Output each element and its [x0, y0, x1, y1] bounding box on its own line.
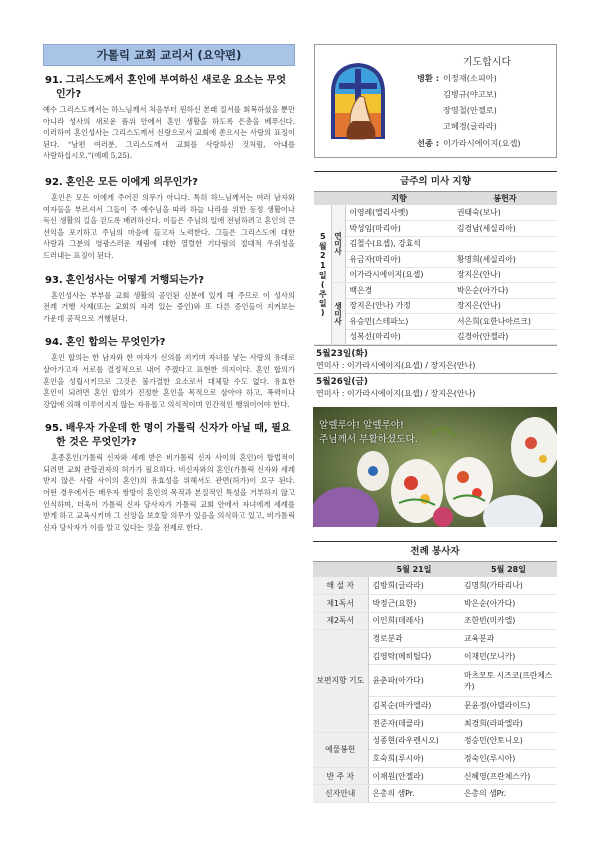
name-cell: 호숙희(루시아) — [368, 750, 460, 768]
name-cell: 전준자(데클라) — [368, 715, 460, 733]
answer-text: 혼종혼인(가톨릭 신자와 세례 받은 비가톨릭 신자 사이의 혼인)이 합법적이 되려면 교회 관할권자의 허가가 필요하다. 비신자와의 혼인(가톨릭 신자와 세례 받지 않은 사람 사이의 혼인)의 유효성을 위해서도 관면(허가)이 요구 된다. 어떤 경우에서든 배우자 쌍방이 혼인의 목적과 본질적인 특성을 거부하지 않고 인식하며, 더욱이 가톨릭 신자 당사자가 가톨릭 교회 안에서 자녀에게 세례를 받게 하고 교육시키며 그 신앙을 보호할 의무가 있음을 의식하고 있고, 비가톨릭 신자 당사자가 이를 알고 있다는 것을 전제로 한다. — [43, 453, 295, 532]
question-heading — [43, 74, 295, 102]
servers-title: 전례 봉사자 — [313, 541, 557, 562]
name-cell: 조한빈(미카엘) — [460, 612, 557, 630]
role-cell: 반 주 자 — [313, 767, 368, 785]
question-heading — [43, 422, 295, 450]
sick-label: 병환 : — [417, 73, 439, 83]
offerer-cell: 서은희(요한나아르크) — [453, 314, 557, 330]
role-cell: 해 설 자 — [313, 577, 368, 595]
intent-cell: 성복선(마리아) — [345, 329, 453, 345]
table-row — [314, 221, 557, 237]
offerer-cell: 박은순(아가다) — [453, 283, 557, 299]
name-cell: 성종현(라우렌시오) — [368, 732, 460, 750]
sick-row — [395, 89, 497, 100]
catechism-column — [43, 44, 295, 533]
name-cell: 은총의 샘Pr. — [368, 785, 460, 803]
table-row — [314, 283, 557, 299]
weekday-mass — [314, 373, 557, 401]
group-label: 생미사 — [331, 283, 345, 345]
answer-text: 예수 그리스도께서는 하느님께서 처음부터 원하신 본래 질서를 회복하셨을 뿐만 아니라 성사의 새로운 품위 안에서 혼인 생활을 하도록 은총을 베푸신다. 이러하여 혼인성사는 그리스도께서 신랑으로서 교회에 쏟으시는 사랑의 표징이 된다. “남편 여러분, 그리스도께서 교회를 사랑하신 것처럼, 아내를 사랑하십시오.”(에페 5,25). — [43, 105, 295, 161]
table-row — [314, 236, 557, 252]
name-cell: 정승민(안토니오) — [460, 732, 557, 750]
name-cell: 박정근(요한) — [368, 595, 460, 613]
offerer-cell: 장지은(안나) — [453, 298, 557, 314]
offerer-cell: 김경아(안젤라) — [453, 329, 557, 345]
table-row — [313, 767, 557, 785]
table-row — [313, 785, 557, 803]
caption-line: 알렐루야! 알렐루야! — [319, 420, 404, 431]
name-cell: 정숙인(루시아) — [460, 750, 557, 768]
table-row — [313, 612, 557, 630]
question-text: 혼인성사는 어떻게 거행되는가? — [65, 274, 205, 286]
offerer-cell: 권태숙(보나) — [453, 205, 557, 221]
question-text: 혼인은 모든 이에게 의무인가? — [65, 176, 198, 188]
table-row — [313, 630, 557, 648]
intent-cell: 박성임(마리아) — [345, 221, 453, 237]
liturgy-servers — [313, 541, 557, 803]
name-cell: 박은순(아가다) — [460, 595, 557, 613]
intent-cell: 김철수(요셉), 강효석 — [345, 236, 453, 252]
question-number: 95. — [45, 423, 63, 435]
weekday-date: 5월26일(금) — [316, 377, 368, 387]
question-number: 94. — [45, 337, 63, 349]
role-cell: 보편지향 기도 — [313, 630, 368, 732]
sick-row — [395, 105, 497, 116]
name-cell: 은총의 샘Pr. — [460, 785, 557, 803]
question-text: 배우자 가운데 한 명이 가톨릭 신자가 아닐 때, 필요한 것은 무엇인가? — [56, 423, 291, 449]
sick-row — [395, 73, 497, 84]
col-intent: 지향 — [345, 192, 453, 205]
question-number: 92. — [45, 176, 63, 188]
question-text: 혼인 합의는 무엇인가? — [65, 337, 166, 349]
weekday-mass — [314, 345, 557, 373]
offerer-cell: 황명희(세실리아) — [453, 252, 557, 268]
weekday-line: 연미사 : 이가라시에이지(요셉) / 장지은(안나) — [316, 361, 476, 370]
col-date: 5월 28일 — [460, 562, 557, 577]
mass-date: 5월21일(주일) — [314, 205, 331, 345]
question-block — [43, 176, 295, 262]
intent-cell: 유금자(마리아) — [345, 252, 453, 268]
question-heading — [43, 274, 295, 288]
intent-cell: 이영례(엘리사벳) — [345, 205, 453, 221]
name-cell: 윤춘파(아가다) — [368, 665, 460, 697]
table-row — [313, 577, 557, 595]
table-row — [314, 329, 557, 345]
question-number: 93. — [45, 274, 63, 286]
easter-eggs-image — [313, 407, 557, 527]
question-block — [43, 274, 295, 325]
role-cell: 제1독서 — [313, 595, 368, 613]
answer-text: 혼인성사는 부부를 교회 생활의 공인된 신분에 있게 해 주므로 이 성사의 전례 거행 사제(또는 교회의 자격 있는 증인)와 또 다른 증인들이 지켜보는 가운데 공적으로 거행된다. — [43, 290, 295, 323]
table-row — [314, 205, 557, 221]
intent-cell: 백은경 — [345, 283, 453, 299]
group-label: 연미사 — [331, 205, 345, 283]
table-row — [314, 298, 557, 314]
offerer-cell: 장지은(안나) — [453, 267, 557, 283]
question-heading — [43, 176, 295, 190]
table-row — [314, 314, 557, 330]
name-cell: 김복순(마카엘라) — [368, 697, 460, 715]
sick-name: 김병규(야고보) — [443, 89, 497, 99]
deceased-row — [395, 138, 521, 149]
answer-text: 혼인은 모든 이에게 주어진 의무가 아니다. 특히 하느님께서는 여러 남자와 여자들을 부르셔서 그들이 주 예수님을 따라 하늘 나라를 위한 동정 생활이나 독신 생활의 길을 걷도록 배려하신다. 이들은 주님의 일에 전념하려고 혼인의 큰 선익을 포기하고 주님의 마음에 들고자 노력한다. 그들은 그리스도에 대한 사랑과 그분의 영광스러운 재림에 대한 열렬한 기다림의 절대적 우위성을 드러내는 표징이 된다. — [43, 192, 295, 260]
sick-name: 장영철(안젤로) — [443, 105, 497, 115]
praying-hands-window-icon — [325, 61, 391, 141]
servers-table — [313, 562, 557, 803]
col-server: 봉헌자 — [453, 192, 557, 205]
name-cell: 이인희(데레사) — [368, 612, 460, 630]
catechism-title: 가톨릭 교회 교리서 (요약편) — [43, 44, 295, 66]
name-cell: 김방희(글라라) — [368, 577, 460, 595]
role-cell: 예물봉헌 — [313, 732, 368, 767]
name-cell: 마츠모토 시즈코(프란체스카) — [460, 665, 557, 697]
weekday-line: 연미사 : 이가라시에이지(요셉) / 장지은(안나) — [316, 389, 476, 398]
answer-text: 혼인 합의는 한 남자와 한 여자가 신의를 지키며 자녀를 낳는 사랑의 유대로 살아가고자 서로를 결정적으로 내어 주겠다고 표현한 의지이다. 혼인 합의가 혼인을 성립시키므로 그것은 불가결한 요소로서 대체할 수도 없다. 유효한 혼인이 되려면 혼인 합의가 진정한 혼인을 목적으로 삼아야 하고, 폭력이나 강압에 의해 이루어지지 않는 자유롭고 의식적이며 인간적인 행위이어야 한다. — [43, 353, 295, 409]
prayer-box — [314, 44, 557, 158]
name-cell: 이채원(안젤라) — [368, 767, 460, 785]
question-block — [43, 336, 295, 410]
table-row — [314, 267, 557, 283]
question-block — [43, 422, 295, 533]
intent-cell: 유승민(스테파노) — [345, 314, 453, 330]
photo-caption — [319, 419, 418, 447]
question-block — [43, 74, 295, 162]
mass-table — [314, 192, 557, 345]
prayer-title: 기도합시다 — [462, 57, 512, 68]
mass-title: 금주의 미사 지향 — [314, 171, 557, 192]
table-row — [314, 252, 557, 268]
mass-intentions — [314, 171, 557, 401]
question-heading — [43, 336, 295, 350]
question-number: 91. — [45, 75, 63, 86]
name-cell: 문윤정(아델라이드) — [460, 697, 557, 715]
name-cell: 경로분과 — [368, 630, 460, 648]
offerer-cell: 김경남(세실리아) — [453, 221, 557, 237]
offerer-cell — [453, 236, 557, 252]
name-cell: 신혜영(프란체스카) — [460, 767, 557, 785]
name-cell: 교육분과 — [460, 630, 557, 648]
weekday-date: 5월23일(화) — [316, 349, 368, 359]
deceased-name: 이가라시에이지(요셉) — [443, 138, 521, 148]
question-text: 그리스도께서 혼인에 부여하신 새로운 요소는 무엇인가? — [56, 75, 286, 100]
table-row — [313, 595, 557, 613]
table-row — [313, 732, 557, 750]
col-date: 5월 21일 — [368, 562, 460, 577]
intent-cell: 이가라시에이지(요셉) — [345, 267, 453, 283]
name-cell: 이재민(모니카) — [460, 647, 557, 665]
name-cell: 김명희(가타리나) — [460, 577, 557, 595]
name-cell: 김영탁(메히틸다) — [368, 647, 460, 665]
sick-name: 고혜경(글라라) — [443, 121, 497, 131]
role-cell: 제2독서 — [313, 612, 368, 630]
sick-row — [395, 121, 497, 132]
name-cell: 최경희(라파엘라) — [460, 715, 557, 733]
role-cell: 신자안내 — [313, 785, 368, 803]
sick-name: 이정재(소피아) — [443, 73, 497, 83]
deceased-label: 선종 : — [417, 138, 439, 148]
intent-cell: 장지은(안나) 가정 — [345, 298, 453, 314]
caption-line: 주님께서 부활하셨도다. — [319, 434, 418, 445]
